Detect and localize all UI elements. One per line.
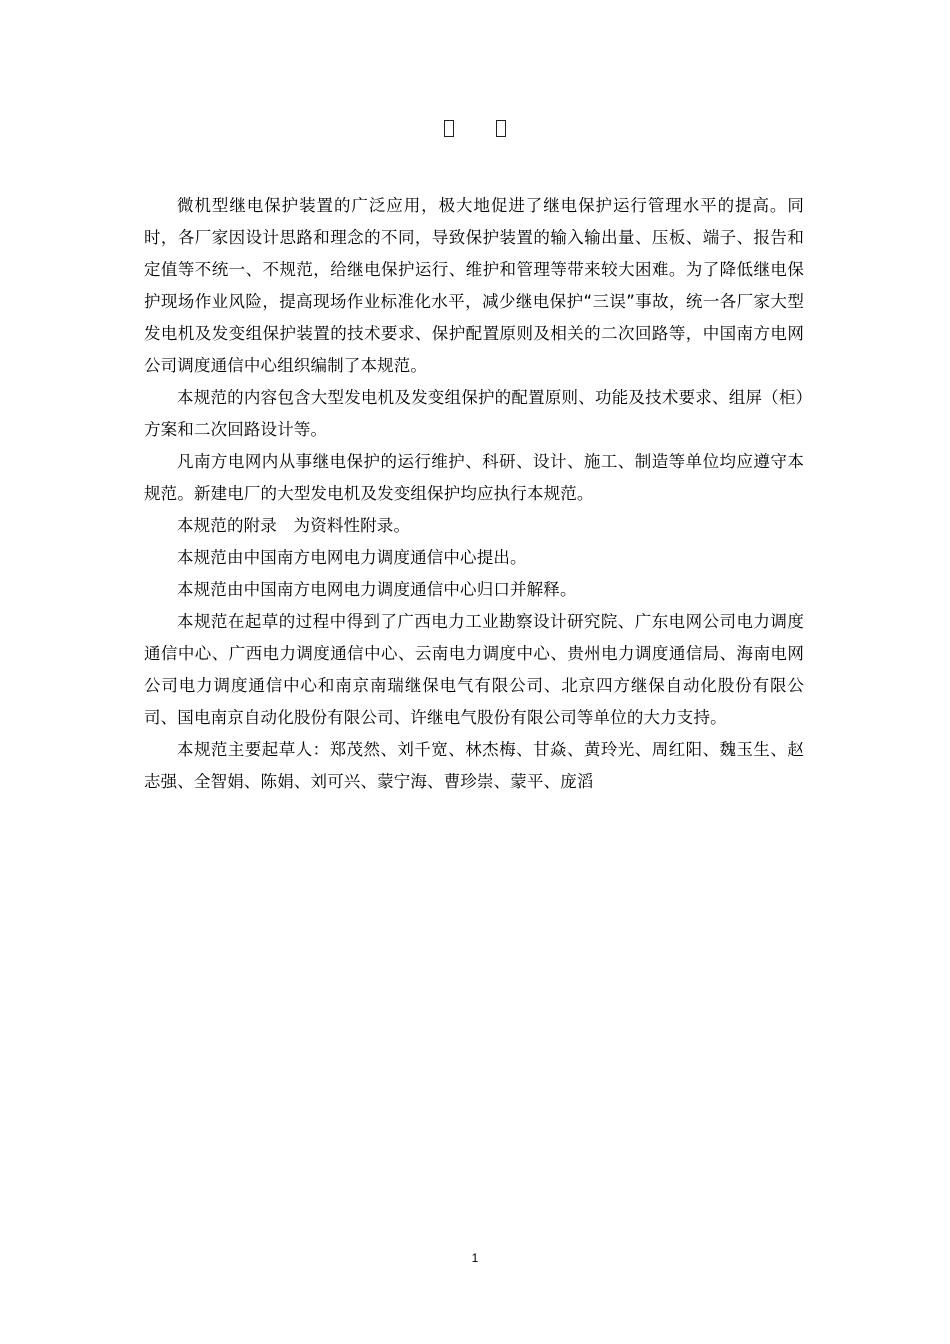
paragraph-appendix: 本规范的附录 为资料性附录。 [177,516,411,535]
paragraph-applicability: 凡南方电网内从事继电保护的运行维护、科研、设计、施工、制造等单位均应遵守本规范。新建电厂的大型发电机及发变组保护均应执行本规范。 [144,452,804,503]
paragraph-introduction: 微机型继电保护装置的广泛应用，极大地促进了继电保护运行管理水平的提高。同时，各厂家因设计思路和理念的不同，导致保护装置的输入输出量、压板、端子、报告和定值等不统一、不规范，给继电保护运行、维护和管理等带来较大困难。为了降低继电保护现场作业风险，提高现场作业标准化水平，减少继电保护“三误”事故，统一各厂家大型发电机及发变组保护装置的技术要求、保护配置原则及相关的二次回路等，中国南方电网公司调度通信中心组织编制了本规范。 [144,196,804,375]
paragraph-scope: 本规范的内容包含大型发电机及发变组保护的配置原则、功能及技术要求、组屏（柜）方案和二次回路设计等。 [144,388,804,439]
page-title [0,114,950,144]
paragraph-acknowledgements: 本规范在起草的过程中得到了广西电力工业勘察设计研究院、广东电网公司电力调度通信中心、广西电力调度通信中心、云南电力调度中心、贵州电力调度通信局、海南电网公司电力调度通信中心和南京南瑞继保电气有限公司、北京四方继保自动化股份有限公司、国电南京自动化股份有限公司、许继电气股份有限公司等单位的大力支持。 [144,612,804,727]
document-body [144,190,804,798]
missing-glyph-icon [444,120,454,137]
paragraph-proposed-by: 本规范由中国南方电网电力调度通信中心提出。 [177,548,527,567]
paragraph-interpreted-by: 本规范由中国南方电网电力调度通信中心归口并解释。 [177,580,577,599]
page-number: 1 [471,1251,479,1265]
paragraph-drafters: 本规范主要起草人：郑茂然、刘千宽、林杰梅、甘焱、黄玲光、周红阳、魏玉生、赵志强、全智娟、陈娟、刘可兴、蒙宁海、曹珍崇、蒙平、庞滔 [144,740,804,791]
missing-glyph-icon [496,120,506,137]
